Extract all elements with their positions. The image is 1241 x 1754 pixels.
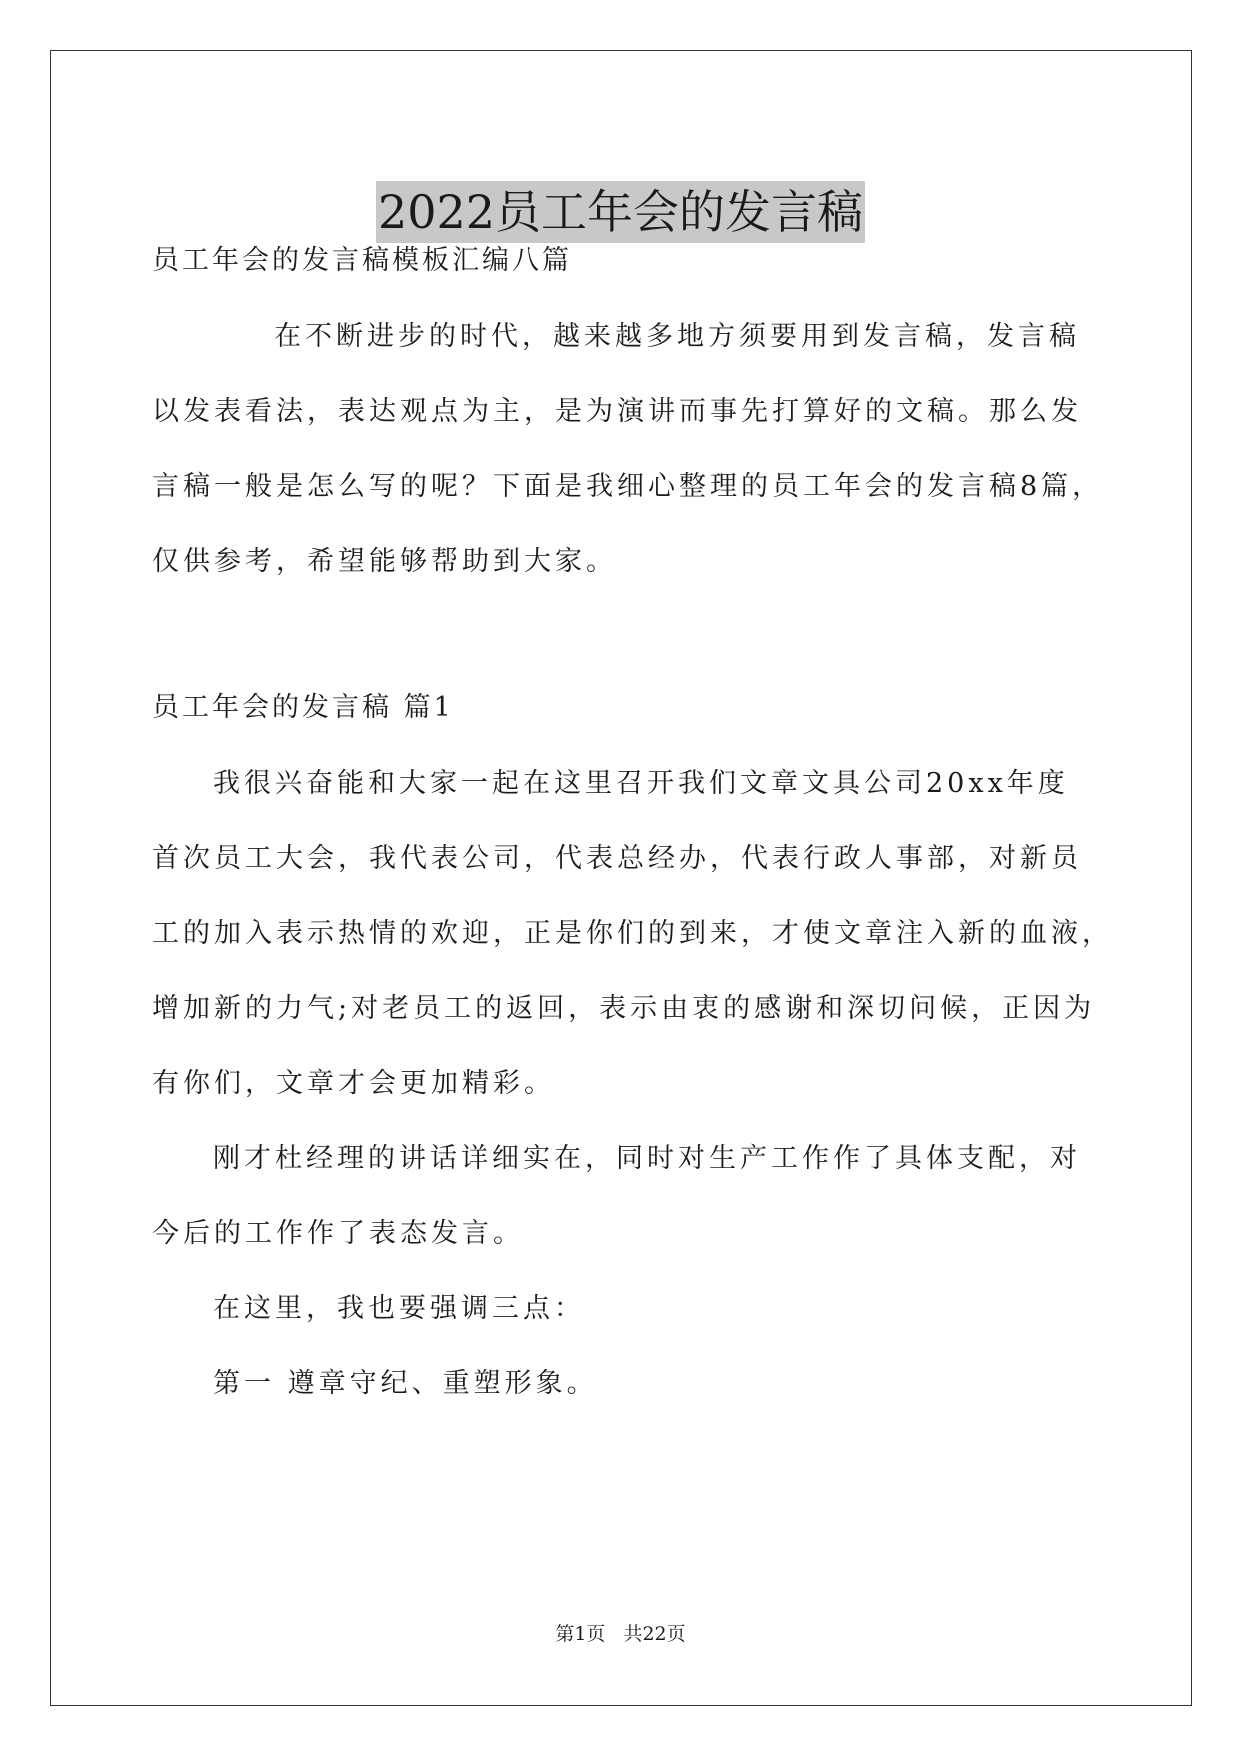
page-footer [0,1619,1241,1646]
body-line: 在这里，我也要强调三点： [213,1293,585,1324]
body-line: 首次员工大会，我代表公司，代表总经办，代表行政人事部，对新员 [152,843,1082,874]
page-border [50,50,1192,1706]
intro-line: 以发表看法，表达观点为主，是为演讲而事先打算好的文稿。那么发 [152,396,1082,427]
total-pages: 共22页 [623,1623,686,1645]
body-line: 我很兴奋能和大家一起在这里召开我们文章文具公司20xx年度 [213,768,1069,799]
intro-line: 在不断进步的时代，越来越多地方须要用到发言稿，发言稿 [274,321,1080,352]
body-line: 工的加入表示热情的欢迎，正是你们的到来，才使文章注入新的血液， [152,918,1113,949]
section-heading: 员工年会的发言稿 篇1 [152,692,454,723]
body-line: 刚才杜经理的讲话详细实在，同时对生产工作作了具体支配，对 [213,1143,1081,1174]
document-title: 2022员工年会的发言稿 [376,181,865,243]
document-subtitle: 员工年会的发言稿模板汇编八篇 [152,245,572,276]
intro-line: 言稿一般是怎么写的呢？下面是我细心整理的员工年会的发言稿8篇， [152,471,1104,502]
page-number: 第1页 [555,1623,606,1645]
body-line: 增加新的力气;对老员工的返回，表示由衷的感谢和深切问候，正因为 [152,993,1096,1024]
intro-line: 仅供参考，希望能够帮助到大家。 [152,546,617,577]
body-line: 有你们，文章才会更加精彩。 [152,1068,555,1099]
body-line: 今后的工作作了表态发言。 [152,1218,524,1249]
body-line: 第一 遵章守纪、重塑形象。 [213,1368,598,1399]
